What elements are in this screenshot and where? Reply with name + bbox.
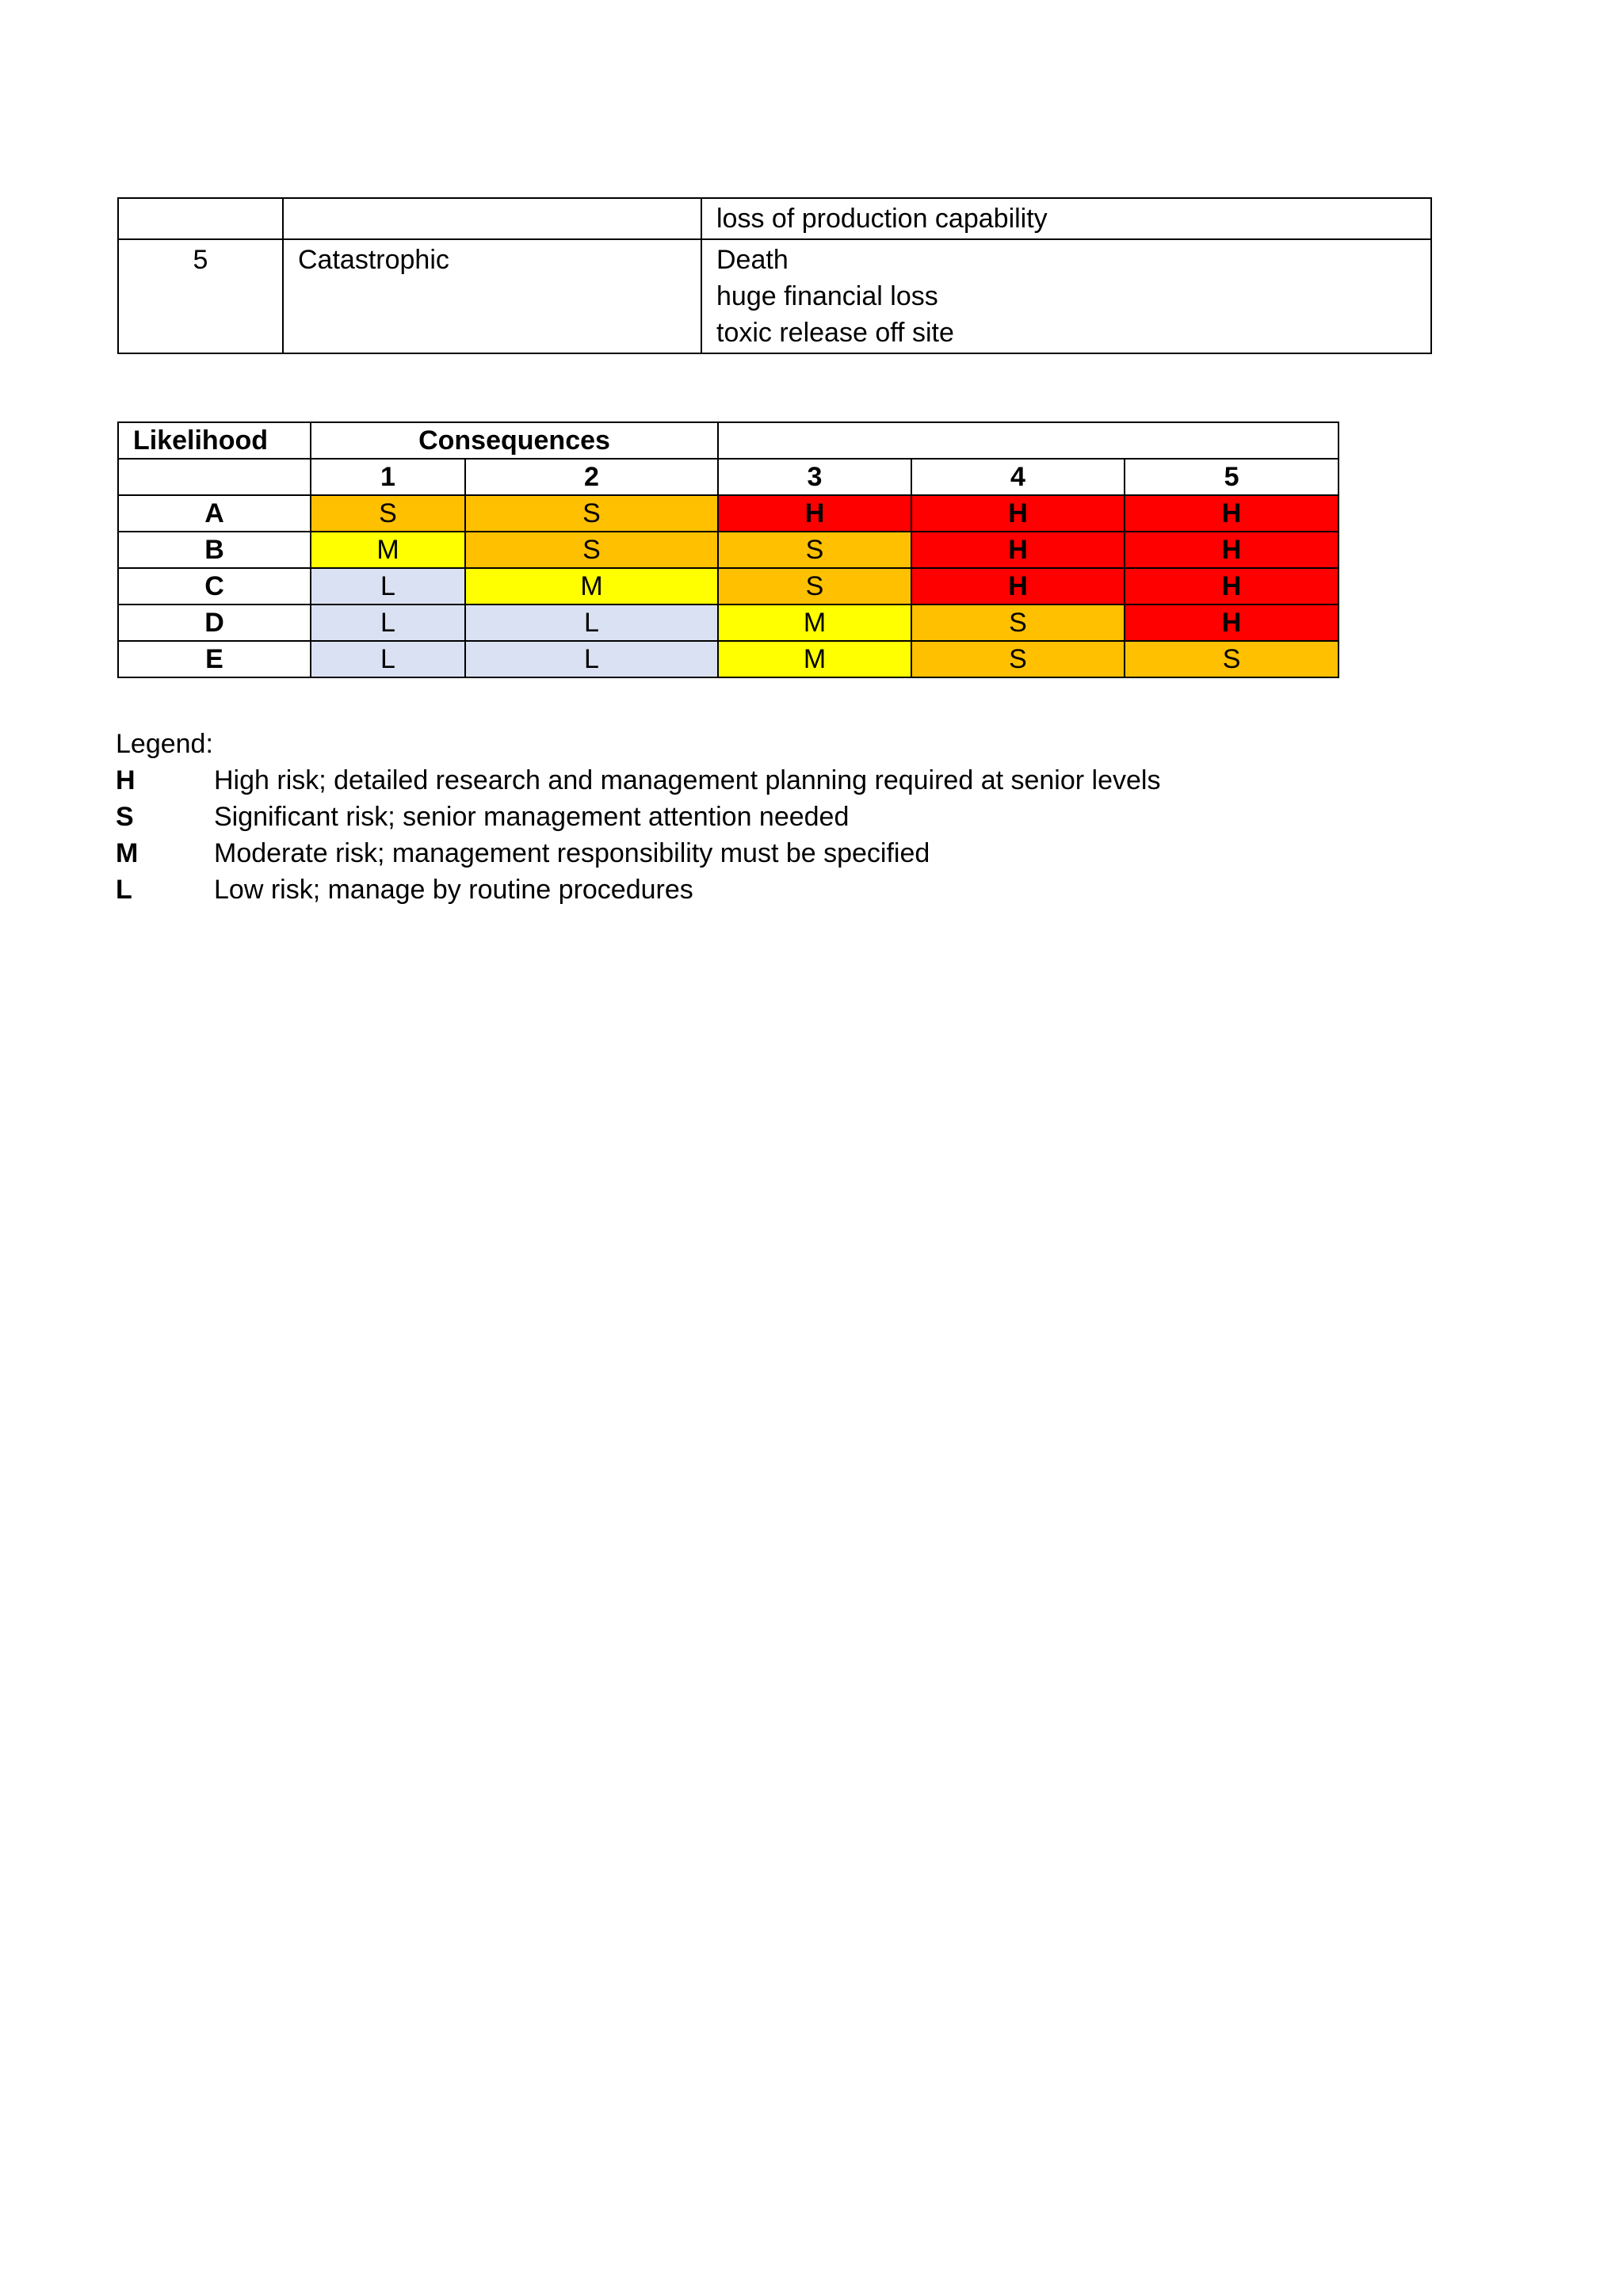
risk-cell: S xyxy=(718,568,911,605)
risk-cell: S xyxy=(911,641,1125,677)
legend-key: H xyxy=(116,765,136,795)
column-header: 3 xyxy=(718,459,911,495)
matrix-row xyxy=(118,532,1338,568)
matrix-row xyxy=(118,641,1338,677)
risk-cell: L xyxy=(311,641,465,677)
likelihood-label: A xyxy=(118,495,311,532)
likelihood-header: Likelihood xyxy=(118,422,311,459)
legend xyxy=(116,726,1160,908)
matrix-column-row xyxy=(118,459,1338,495)
consequence-level xyxy=(118,198,283,239)
consequence-description xyxy=(701,239,1431,353)
matrix-header-row xyxy=(118,422,1338,459)
legend-key: S xyxy=(116,802,134,832)
risk-cell: S xyxy=(911,605,1125,641)
table-row xyxy=(118,198,1431,239)
matrix-corner-cell xyxy=(118,459,311,495)
risk-cell: L xyxy=(465,641,718,677)
description-line: loss of production capability xyxy=(716,204,1048,234)
column-header: 4 xyxy=(911,459,1125,495)
risk-cell: H xyxy=(911,495,1125,532)
legend-key: L xyxy=(116,875,132,905)
description-line: Death xyxy=(716,245,789,275)
risk-cell: H xyxy=(1125,605,1338,641)
legend-item xyxy=(116,871,1160,908)
legend-item xyxy=(116,835,1160,871)
risk-cell: H xyxy=(911,532,1125,568)
legend-items xyxy=(116,762,1160,908)
likelihood-label: E xyxy=(118,641,311,677)
column-header: 1 xyxy=(311,459,465,495)
risk-cell: H xyxy=(1125,568,1338,605)
legend-item xyxy=(116,762,1160,799)
risk-cell: H xyxy=(718,495,911,532)
likelihood-label: B xyxy=(118,532,311,568)
risk-cell: L xyxy=(311,605,465,641)
description-line: huge financial loss xyxy=(716,281,938,311)
column-header: 5 xyxy=(1125,459,1338,495)
risk-matrix xyxy=(117,421,1339,678)
header-spacer xyxy=(718,422,1338,459)
matrix-body xyxy=(118,495,1338,677)
likelihood-label: D xyxy=(118,605,311,641)
risk-cell: H xyxy=(911,568,1125,605)
table-row xyxy=(118,239,1431,353)
consequence-name: Catastrophic xyxy=(283,239,701,353)
consequences-header: Consequences xyxy=(311,422,718,459)
likelihood-label: C xyxy=(118,568,311,605)
legend-text: Significant risk; senior management attention needed xyxy=(214,802,850,832)
risk-cell: M xyxy=(311,532,465,568)
consequence-level: 5 xyxy=(118,239,283,353)
risk-cell: M xyxy=(718,605,911,641)
matrix-row xyxy=(118,568,1338,605)
matrix-row xyxy=(118,605,1338,641)
risk-cell: S xyxy=(718,532,911,568)
matrix-row xyxy=(118,495,1338,532)
risk-cell: H xyxy=(1125,495,1338,532)
description-line: toxic release off site xyxy=(716,318,954,348)
risk-cell: L xyxy=(311,568,465,605)
legend-title: Legend: xyxy=(116,729,213,759)
risk-cell: S xyxy=(465,532,718,568)
legend-item xyxy=(116,799,1160,835)
column-header: 2 xyxy=(465,459,718,495)
legend-text: Low risk; manage by routine procedures xyxy=(214,875,693,905)
consequence-table xyxy=(117,197,1432,354)
consequence-description xyxy=(701,198,1431,239)
risk-cell: M xyxy=(718,641,911,677)
legend-text: High risk; detailed research and management planning required at senior levels xyxy=(214,765,1161,795)
risk-cell: L xyxy=(465,605,718,641)
consequence-name xyxy=(283,198,701,239)
legend-text: Moderate risk; management responsibility must be specified xyxy=(214,838,930,868)
risk-cell: S xyxy=(311,495,465,532)
risk-cell: S xyxy=(1125,641,1338,677)
risk-cell: H xyxy=(1125,532,1338,568)
legend-key: M xyxy=(116,838,139,868)
risk-cell: S xyxy=(465,495,718,532)
risk-cell: M xyxy=(465,568,718,605)
